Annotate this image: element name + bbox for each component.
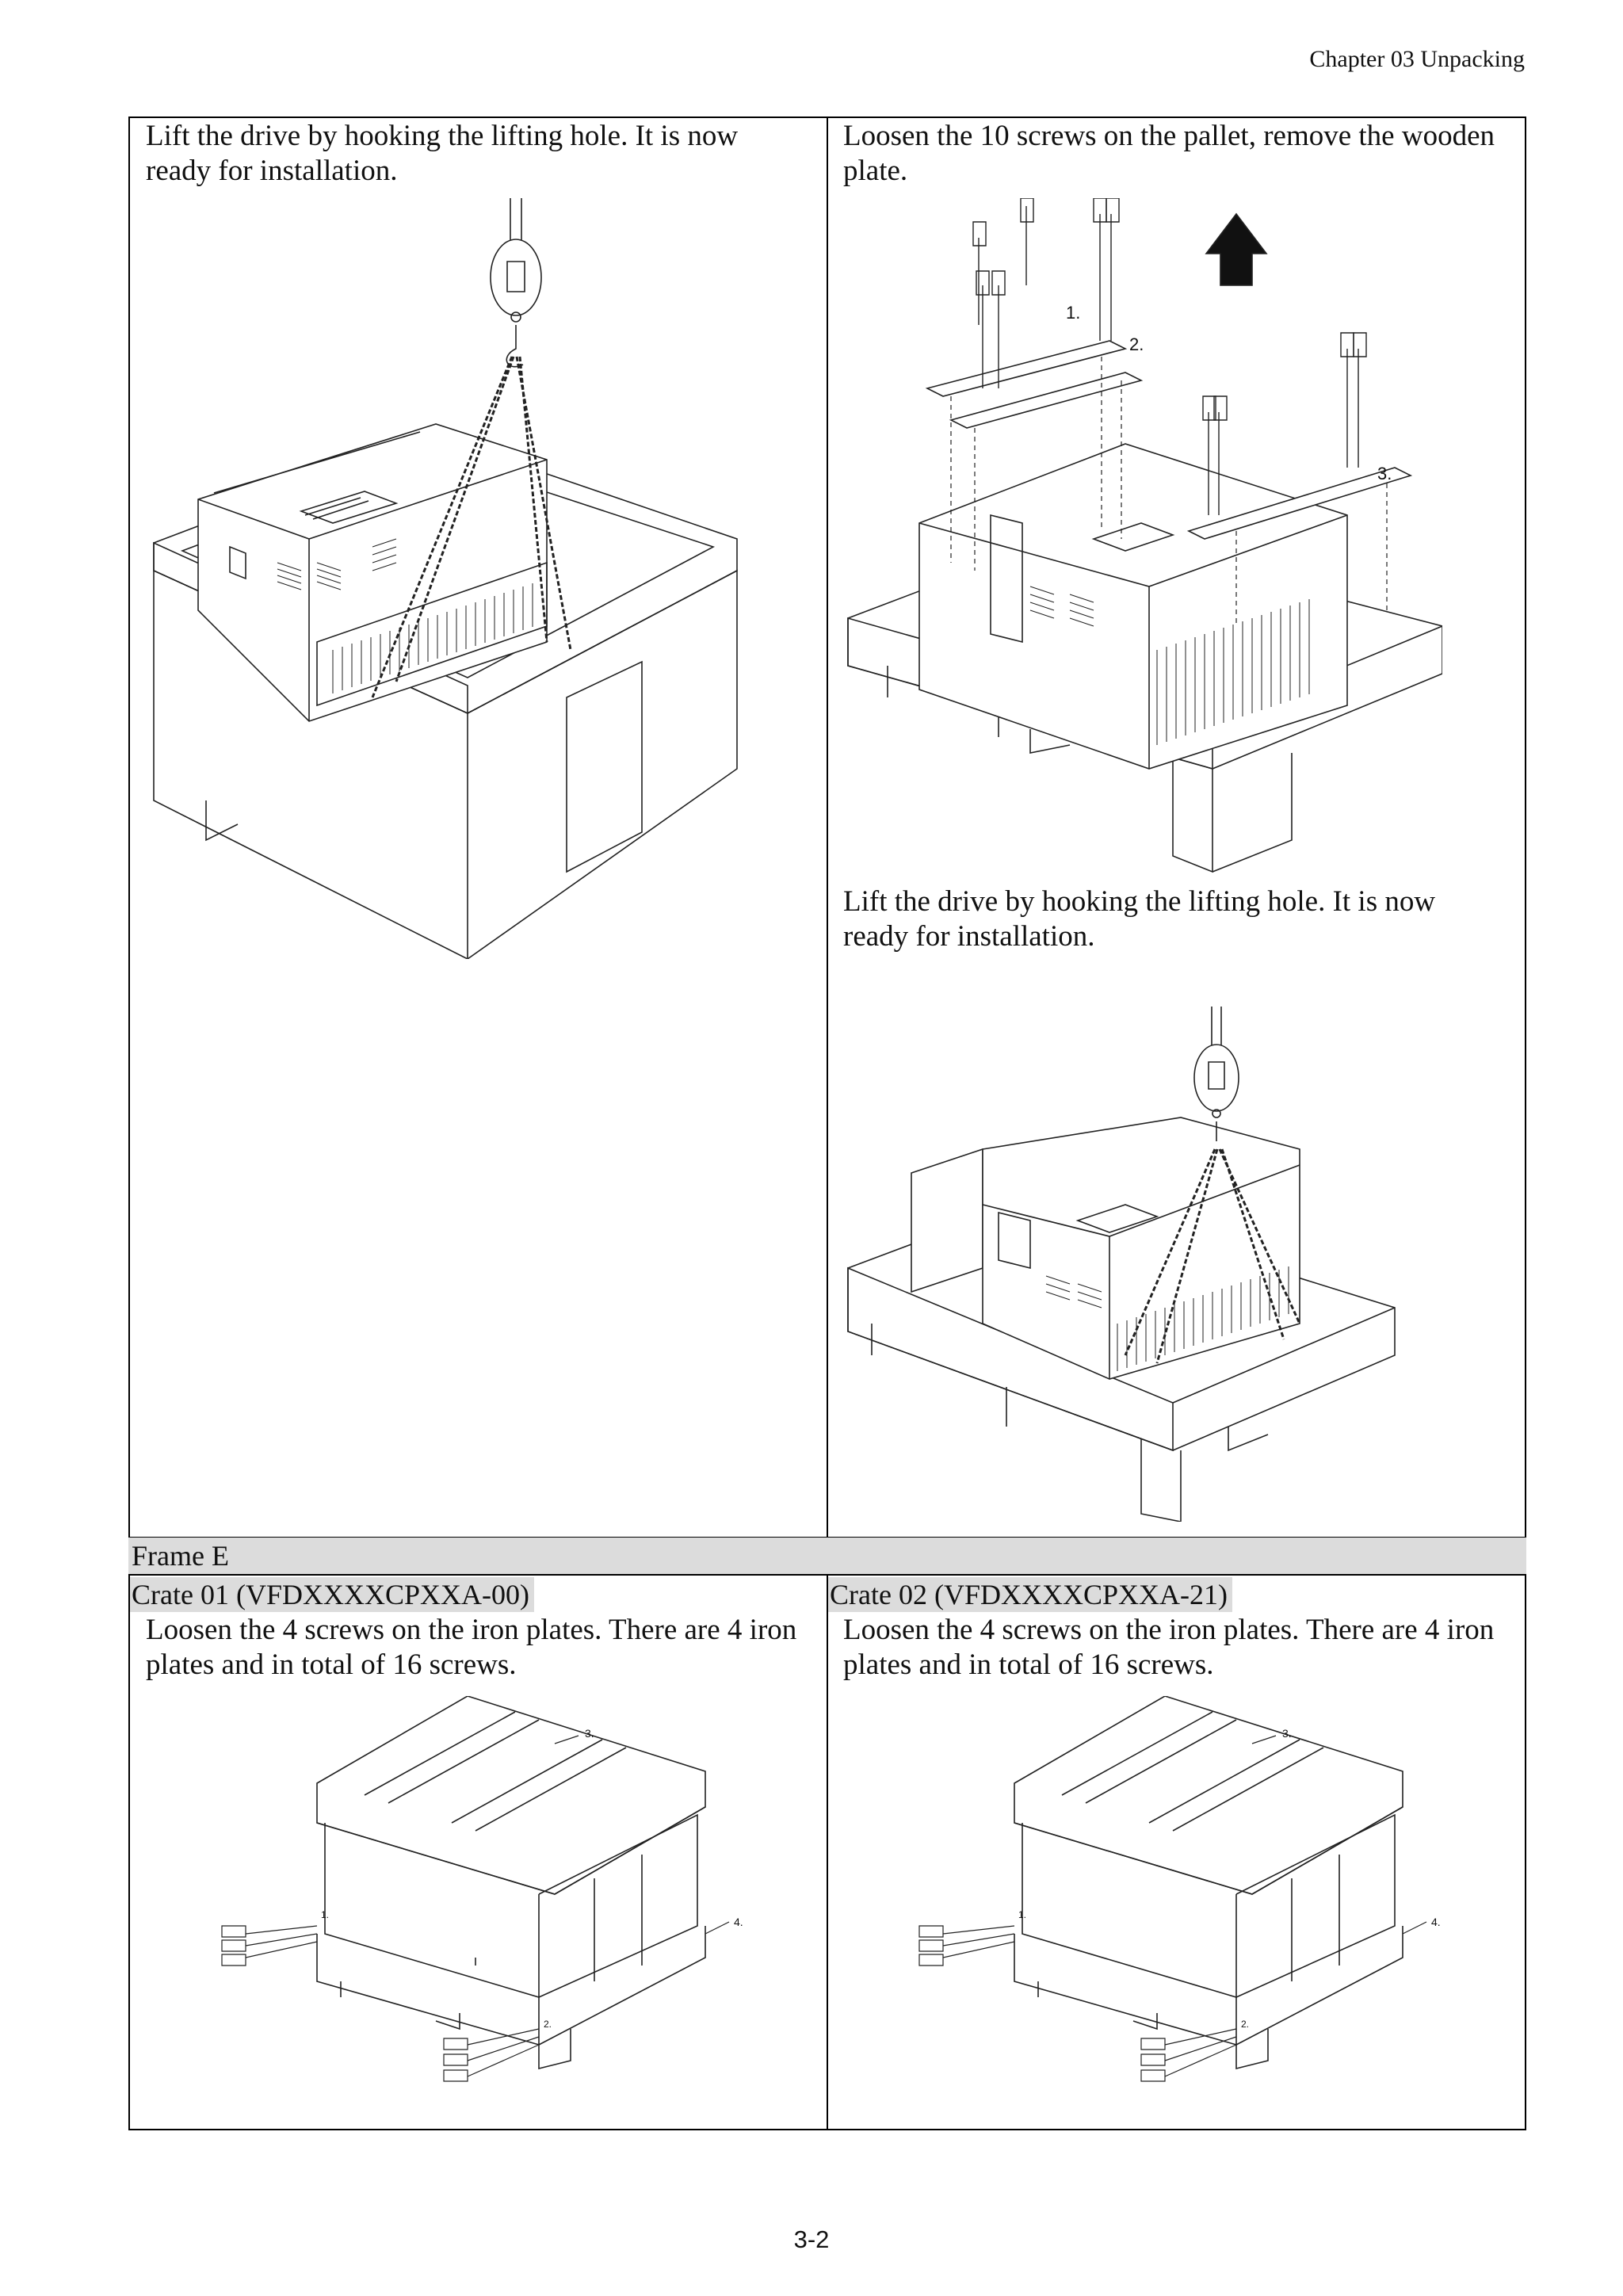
top-table-divider [827, 117, 828, 1538]
remove-wooden-plate-figure [840, 198, 1442, 896]
callout-1: 1. [1066, 303, 1081, 323]
frame-e-table-divider [827, 1574, 828, 2130]
chapter-header: Chapter 03 Unpacking [1309, 46, 1525, 72]
crate-02-instruction: Loosen the 4 screws on the iron plates. There are 4 iron plates and in total of 16 screws. [843, 1614, 1495, 1681]
crate-02-callout-4: 4. [1431, 1916, 1441, 1928]
crate-01-callout-4: 4. [734, 1916, 743, 1928]
top-right-instruction-2: Lift the drive by hooking the lifting hole. It is now ready for installation. [843, 885, 1436, 953]
page-number: 3-2 [793, 2225, 830, 2253]
crate-01-callout-3: 3. [585, 1727, 594, 1740]
crate-02-callout-3: 3. [1282, 1727, 1292, 1740]
crate-02-figure [896, 1696, 1466, 2124]
crate-02-label: Crate 02 (VFDXXXXCPXXA-21) [828, 1577, 1232, 1612]
crate-02-callout-2: 2. [1241, 2019, 1250, 2030]
callout-2: 2. [1129, 334, 1144, 354]
crate-01-label: Crate 01 (VFDXXXXCPXXA-00) [130, 1577, 534, 1612]
callout-3: 3. [1377, 464, 1392, 483]
crate-01-instruction: Loosen the 4 screws on the iron plates. There are 4 iron plates and in total of 16 screws. [146, 1614, 797, 1681]
top-left-instruction: Lift the drive by hooking the lifting hole. It is now ready for installation. [146, 120, 739, 187]
crate-02-callout-1: 1. [1018, 1909, 1027, 1920]
frame-e-heading: Frame E [128, 1538, 1526, 1574]
lift-drive-from-crate-figure [135, 198, 761, 959]
lift-drive-from-pallet-figure [840, 1007, 1442, 1522]
top-right-instruction: Loosen the 10 screws on the pallet, remove the wooden plate. [843, 120, 1495, 187]
crate-01-figure [198, 1696, 769, 2124]
crate-01-callout-2: 2. [544, 2019, 552, 2030]
crate-01-callout-1: 1. [321, 1909, 330, 1920]
